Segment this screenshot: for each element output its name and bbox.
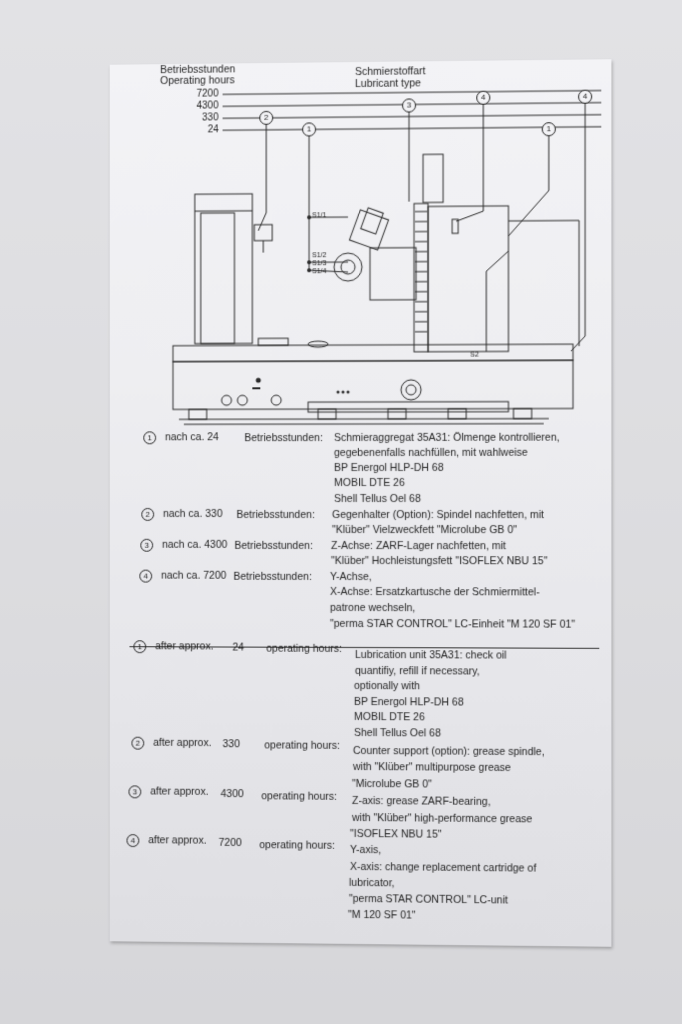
- en-item-4-prefix: after approx.: [148, 834, 207, 847]
- label-s1-2: S1/2: [312, 252, 327, 260]
- de-item-1-line: MOBIL DTE 26: [334, 476, 405, 490]
- de-item-1-line: Schmieraggregat 35A31: Ölmenge kontrollieren,: [334, 431, 560, 445]
- en-item-4-line: "M 120 SF 01": [348, 908, 416, 922]
- hours-value-7200: 7200: [196, 88, 219, 100]
- en-item-3-unit: operating hours:: [261, 790, 337, 803]
- en-item-2-unit: operating hours:: [264, 739, 340, 752]
- de-item-4-line: "perma STAR CONTROL" LC-Einheit "M 120 SF 01": [330, 617, 576, 631]
- hours-label-en: Operating hours: [160, 74, 235, 88]
- machine-diagram: [110, 59, 612, 432]
- en-item-4-line: lubricator,: [349, 876, 395, 890]
- de-item-2-head: [141, 508, 222, 521]
- en-item-2-head: [131, 737, 211, 751]
- marker-2: 2: [259, 111, 273, 125]
- lubricant-label-en: Lubricant type: [355, 77, 422, 91]
- de-item-1-line: Shell Tellus Oel 68: [334, 492, 421, 506]
- lubricant-label-de: Schmierstoffart: [355, 65, 426, 79]
- de-item-1-prefix: nach ca. 24: [164, 431, 219, 444]
- en-item-1-line: Shell Tellus Oel 68: [354, 726, 441, 740]
- en-item-3-hours: 4300: [220, 788, 244, 801]
- en-item-1-prefix: after approx.: [155, 640, 214, 653]
- de-item-1-line: BP Energol HLP-DH 68: [334, 461, 444, 475]
- en-item-1-line: optionally with: [354, 679, 421, 693]
- circled-number: 2: [131, 737, 144, 750]
- de-item-4-line: X-Achse: Ersatzkartusche der Schmiermittel-: [330, 585, 540, 599]
- de-item-3-unit: Betriebsstunden:: [234, 539, 313, 552]
- en-item-1-unit: operating hours:: [266, 642, 342, 655]
- en-item-1-hours: 24: [232, 641, 245, 654]
- de-item-4-unit: Betriebsstunden:: [233, 570, 312, 583]
- de-item-2-unit: Betriebsstunden:: [236, 508, 315, 521]
- en-item-3-line: with "Klüber" high-performance grease: [352, 811, 533, 826]
- de-item-3-prefix: nach ca. 4300: [162, 539, 228, 552]
- hours-value-330: 330: [202, 112, 219, 124]
- circled-number: 1: [133, 640, 146, 653]
- de-item-1-line: gegebenenfalls nachfüllen, mit wahlweise: [334, 446, 528, 460]
- de-item-3-head: [140, 539, 227, 552]
- circled-number: 2: [141, 508, 154, 521]
- en-item-4-line: X-axis: change replacement cartridge of: [350, 860, 537, 875]
- en-item-3-line: Z-axis: grease ZARF-bearing,: [352, 794, 491, 808]
- de-item-4-prefix: nach ca. 7200: [161, 569, 227, 583]
- de-item-1-unit: Betriebsstunden:: [244, 432, 323, 445]
- label-s1-3: S1/3: [312, 260, 327, 268]
- en-item-1-line: quantifiy, refill if necessary,: [355, 664, 480, 678]
- de-item-4-line: Y-Achse,: [330, 570, 372, 584]
- circled-number: 4: [139, 570, 152, 583]
- en-item-4-unit: operating hours:: [259, 839, 335, 852]
- circled-number: 4: [126, 834, 139, 847]
- hours-label-de: Betriebsstunden: [160, 63, 236, 77]
- de-item-2-line: Gegenhalter (Option): Spindel nachfetten, mit: [332, 508, 545, 522]
- de-item-2-line: "Klüber" Vielzweckfett "Microlube GB 0": [332, 523, 518, 537]
- en-item-4-line: "perma STAR CONTROL" LC-unit: [349, 892, 508, 907]
- marker-3: 3: [402, 98, 416, 112]
- en-item-4-line: Y-axis,: [350, 843, 382, 857]
- de-item-2-prefix: nach ca. 330: [163, 508, 223, 521]
- hours-value-24: 24: [207, 124, 219, 136]
- en-item-4-head: [126, 834, 206, 848]
- en-item-4-hours: 7200: [218, 836, 242, 849]
- de-item-3-line: "Klüber" Hochleistungsfett "ISOFLEX NBU 15": [331, 554, 548, 568]
- en-item-2-line: Counter support (option): grease spindle,: [353, 744, 545, 759]
- marker-4-b: 4: [578, 90, 592, 104]
- en-item-1-line: MOBIL DTE 26: [354, 710, 425, 724]
- label-s1-4: S1/4: [312, 268, 327, 276]
- en-item-3-line: "ISOFLEX NBU 15": [350, 827, 442, 841]
- de-item-4-line: patrone wechseln,: [330, 601, 416, 615]
- label-s2: S2: [470, 351, 479, 359]
- de-item-4-head: [139, 570, 226, 583]
- de-item-3-line: Z-Achse: ZARF-Lager nachfetten, mit: [331, 539, 506, 553]
- en-item-1-line: BP Energol HLP-DH 68: [354, 695, 464, 709]
- marker-4-a: 4: [476, 91, 490, 105]
- marker-1-b: 1: [542, 122, 556, 136]
- en-item-3-prefix: after approx.: [150, 785, 209, 799]
- circled-number: 3: [140, 539, 153, 552]
- en-item-2-hours: 330: [222, 738, 240, 751]
- en-item-2-line: with "Klüber" multipurpose grease: [353, 760, 511, 775]
- marker-1-a: 1: [302, 122, 316, 136]
- en-item-1-head: [133, 640, 213, 654]
- de-item-1-head: [143, 431, 218, 444]
- hours-value-4300: 4300: [196, 100, 219, 112]
- circled-number: 1: [143, 431, 156, 444]
- circled-number: 3: [128, 785, 141, 798]
- en-item-1-line: Lubrication unit 35A31: check oil: [355, 648, 507, 662]
- en-item-2-line: "Microlube GB 0": [352, 777, 432, 791]
- en-item-3-head: [128, 785, 208, 799]
- en-item-2-prefix: after approx.: [153, 737, 212, 750]
- label-s1-1: S1/1: [312, 212, 327, 220]
- maintenance-plate: [110, 59, 612, 947]
